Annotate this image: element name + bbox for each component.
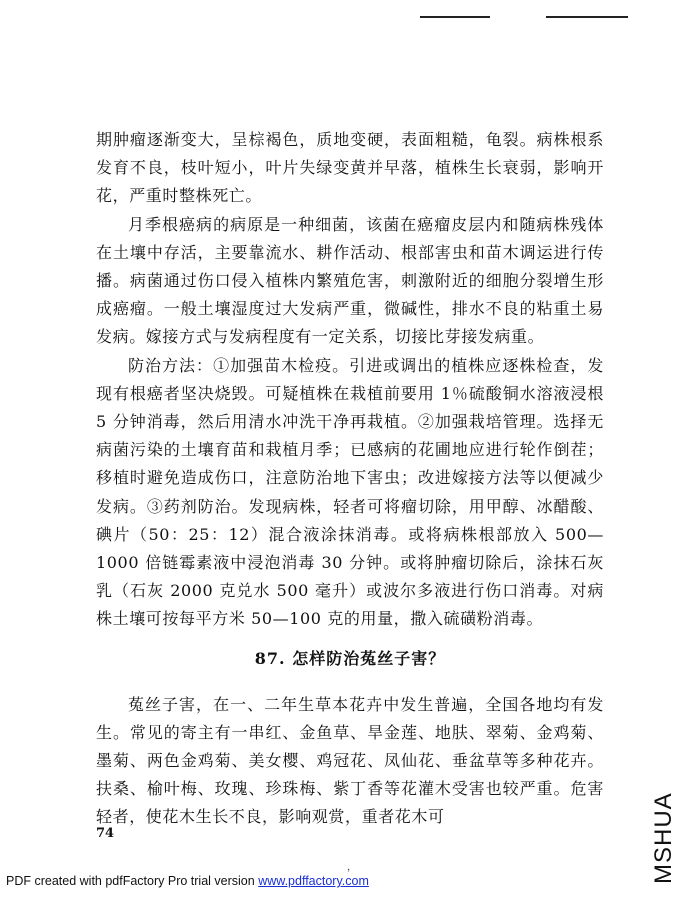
stray-mark: ，	[347, 862, 357, 873]
page-number: 74	[96, 826, 115, 841]
page-text	[96, 126, 604, 832]
paragraph-2: 月季根癌病的病原是一种细菌，该菌在癌瘤皮层内和随病株残体在土壤中存活，主要靠流水、耕作活动、根部害虫和苗木调运进行传播。病菌通过伤口侵入植株内繁殖危害，刺激附近的细胞分裂增生形成癌瘤。一般土壤湿度过大发病严重，微碱性，排水不良的粘重土易发病。嫁接方式与发病程度有一定关系，切接比芽接发病重。	[96, 214, 604, 347]
section-paragraph-1: 菟丝子害，在一、二年生草本花卉中发生普遍，全国各地均有发生。常见的寄主有一串红、金鱼草、旱金莲、地肤、翠菊、金鸡菊、墨菊、两色金鸡菊、美女樱、鸡冠花、凤仙花、垂盆草等多种花卉。扶桑、榆叶梅、玫瑰、珍珠梅、紫丁香等花灌木受害也较严重。危害轻者，使花木生长不良，影响观赏，重者花木可	[96, 694, 604, 827]
paragraph-1: 期肿瘤逐渐变大，呈棕褐色，质地变硬，表面粗糙，龟裂。病株根系发育不良，枝叶短小，叶片失绿变黄并早落，植株生长衰弱，影响开花，严重时整株死亡。	[96, 130, 604, 206]
watermark: MSHUA	[650, 792, 677, 884]
top-rule-right	[546, 16, 628, 18]
footer-text: PDF created with pdfFactory Pro trial version	[6, 874, 259, 888]
section-heading: 87. 怎样防治菟丝子害？	[254, 648, 446, 668]
footer-link[interactable]: www.pdffactory.com	[258, 874, 369, 888]
paragraph-3: 防治方法：①加强苗木检疫。引进或调出的植株应逐株检查，发现有根癌者坚决烧毁。可疑植株在栽植前要用 1％硫酸铜水溶液浸根 5 分钟消毒，然后用清水冲洗干净再栽植。②加强栽培管理。选择无病菌污染的土壤育苗和栽植月季；已感病的花圃地应进行轮作倒茬；移植时避免造成伤口，注意防治地下害虫；改进嫁接方法等以便减少发病。③药剂防治。发现病株，轻者可将瘤切除，用甲醇、冰醋酸、碘片（50：25：12）混合液涂抹消毒。或将病株根部放入 500—1000 倍链霉素液中浸泡消毒 30 分钟。或将肿瘤切除后，涂抹石灰乳（石灰 2000 克兑水 500 毫升）或波尔多液进行伤口消毒。对病株土壤可按每平方米 50—100 克的用量，撒入硫磺粉消毒。	[96, 355, 604, 629]
pdf-footer	[6, 874, 369, 888]
top-rule-left	[420, 16, 490, 18]
